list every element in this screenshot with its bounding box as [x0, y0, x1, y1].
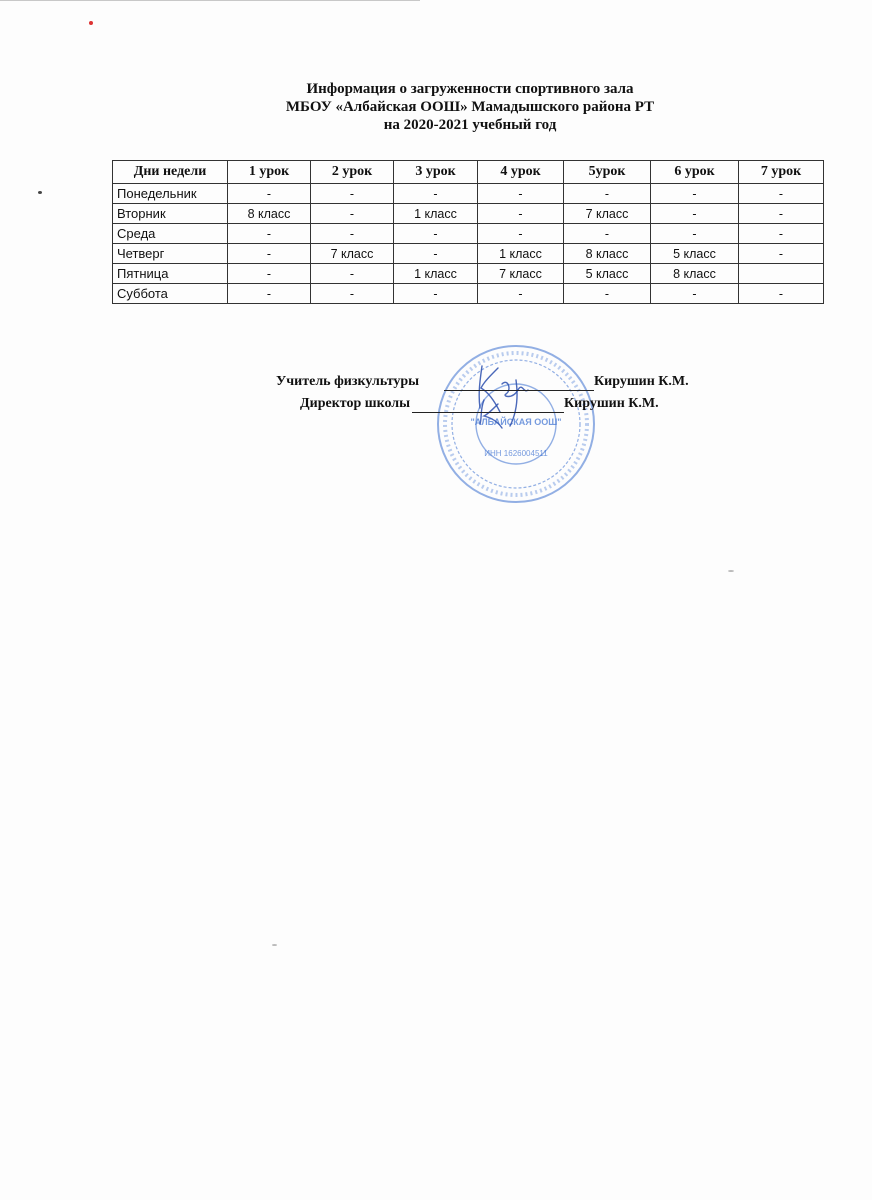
table-cell: -	[228, 284, 311, 304]
table-cell: -	[394, 244, 478, 264]
table-cell: -	[311, 264, 394, 284]
table-cell: -	[478, 184, 564, 204]
director-name: Кирушин К.М.	[564, 396, 659, 411]
table-cell: -	[228, 184, 311, 204]
table-cell: -	[394, 284, 478, 304]
table-cell: 8 класс	[651, 264, 739, 284]
table-cell: -	[564, 184, 651, 204]
teacher-name: Кирушин К.М.	[594, 374, 689, 389]
table-cell: -	[394, 224, 478, 244]
table-cell: 1 класс	[394, 264, 478, 284]
table-cell: 5 класс	[651, 244, 739, 264]
table-cell: -	[739, 284, 824, 304]
table-cell: -	[478, 224, 564, 244]
scan-speck	[272, 944, 277, 946]
table-row	[113, 244, 824, 264]
table-cell: 7 класс	[478, 264, 564, 284]
column-header-lesson-2: 2 урок	[311, 161, 394, 184]
day-cell: Вторник	[113, 204, 228, 224]
table-cell: -	[311, 184, 394, 204]
day-cell: Понедельник	[113, 184, 228, 204]
table-cell: -	[651, 184, 739, 204]
scan-speck	[89, 21, 93, 25]
day-cell: Среда	[113, 224, 228, 244]
seal-inn-text: ИНН 1626004511	[484, 449, 548, 458]
teacher-signature-label: Учитель физкультуры	[276, 374, 420, 389]
table-cell: -	[651, 284, 739, 304]
table-cell: -	[739, 244, 824, 264]
table-cell: 7 класс	[311, 244, 394, 264]
doc-title-line-1: Информация о загруженности спортивного зала	[306, 81, 634, 97]
table-cell: -	[228, 224, 311, 244]
seal-center-text: "АЛБАЙСКАЯ ООШ"	[470, 417, 562, 427]
table-cell: -	[564, 224, 651, 244]
column-header-lesson-7: 7 урок	[739, 161, 824, 184]
day-cell: Пятница	[113, 264, 228, 284]
table-cell: 1 класс	[478, 244, 564, 264]
table-cell: -	[311, 204, 394, 224]
table-row	[113, 184, 824, 204]
table-cell	[739, 264, 824, 284]
table-cell: 7 класс	[564, 204, 651, 224]
director-signature-line	[412, 412, 564, 413]
day-cell: Суббота	[113, 284, 228, 304]
table-cell: -	[739, 224, 824, 244]
table-cell: -	[311, 284, 394, 304]
column-header-lesson-5: 5урок	[564, 161, 651, 184]
table-cell: -	[478, 204, 564, 224]
table-cell: -	[651, 204, 739, 224]
table-row	[113, 284, 824, 304]
table-cell: -	[739, 204, 824, 224]
day-cell: Четверг	[113, 244, 228, 264]
table-cell: 8 класс	[564, 244, 651, 264]
table-cell: -	[394, 184, 478, 204]
table-cell: 8 класс	[228, 204, 311, 224]
column-header-lesson-6: 6 урок	[651, 161, 739, 184]
scan-speck	[728, 570, 734, 572]
column-header-lesson-1: 1 урок	[228, 161, 311, 184]
table-header-row	[113, 161, 824, 184]
doc-title-line-2: МБОУ «Албайская ООШ» Мамадышского района РТ	[285, 99, 655, 115]
table-cell: -	[311, 224, 394, 244]
table-cell: -	[564, 284, 651, 304]
director-signature-label: Директор школы	[300, 396, 411, 411]
table-row	[113, 264, 824, 284]
scan-edge-line	[0, 0, 420, 1]
table-cell: -	[739, 184, 824, 204]
table-cell: -	[228, 244, 311, 264]
doc-title-line-3: на 2020-2021 учебный год	[383, 117, 557, 133]
table-cell: 5 класс	[564, 264, 651, 284]
table-row	[113, 224, 824, 244]
table-row	[113, 204, 824, 224]
column-header-lesson-3: 3 урок	[394, 161, 478, 184]
column-header-day: Дни недели	[113, 161, 228, 184]
teacher-signature-line	[444, 390, 594, 391]
handwritten-signature	[468, 360, 548, 430]
table-cell: -	[478, 284, 564, 304]
table-cell: -	[228, 264, 311, 284]
table-cell: 1 класс	[394, 204, 478, 224]
column-header-lesson-4: 4 урок	[478, 161, 564, 184]
scan-speck	[38, 191, 42, 194]
table-cell: -	[651, 224, 739, 244]
schedule-table	[112, 160, 824, 304]
